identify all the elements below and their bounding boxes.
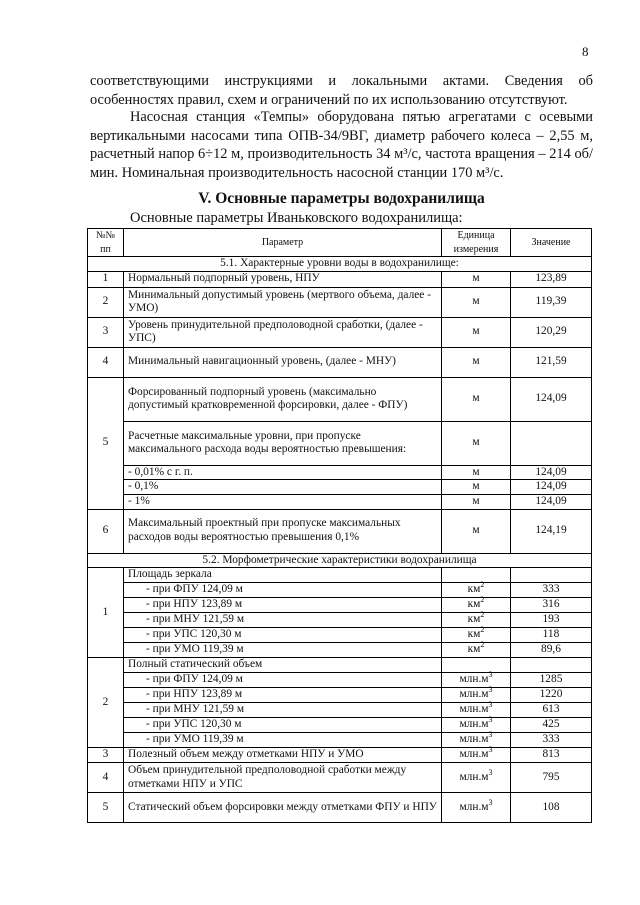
section-title: V. Основные параметры водохранилища	[198, 190, 485, 207]
section-heading: 5.1. Характерные уровни воды в водохранилище:	[88, 257, 592, 272]
section-heading: 5.2. Морфометрические характеристики водохранилища	[88, 553, 592, 568]
row-unit: $км^2$	[442, 643, 511, 658]
table-row	[88, 377, 592, 421]
row-parameter: - при НПУ 123,89 м	[124, 688, 442, 703]
table-row	[88, 509, 592, 553]
row-number: 1	[88, 568, 124, 658]
row-value	[511, 421, 592, 465]
row-unit: $млн.м^3$	[442, 733, 511, 748]
table-row	[88, 317, 592, 347]
row-unit: м	[442, 465, 511, 480]
table-row	[88, 598, 592, 613]
table-row	[88, 643, 592, 658]
table-row	[88, 763, 592, 793]
parameters-table	[87, 228, 592, 823]
row-parameter: - 0,1%	[124, 480, 442, 495]
row-parameter: - при МНУ 121,59 м	[124, 703, 442, 718]
row-value: 813	[511, 748, 592, 763]
row-value: 124,09	[511, 480, 592, 495]
row-number: 6	[88, 509, 124, 553]
row-value: 124,19	[511, 509, 592, 553]
row-parameter: Уровень принудительной предполоводной сработки, (далее - УПС)	[124, 317, 442, 347]
row-unit	[442, 658, 511, 673]
row-unit: $км^2$	[442, 613, 511, 628]
table-row	[88, 793, 592, 823]
row-unit: $км^2$	[442, 583, 511, 598]
row-value: 108	[511, 793, 592, 823]
table-caption: Основные параметры Иваньковского водохранилища:	[130, 210, 463, 226]
row-value: 613	[511, 703, 592, 718]
row-value: 121,59	[511, 347, 592, 377]
row-value: 333	[511, 733, 592, 748]
row-parameter: Расчетные максимальные уровни, при пропуске максимального расхода воды вероятностью превышения:	[124, 421, 442, 465]
row-number: 1	[88, 271, 124, 287]
row-value: 118	[511, 628, 592, 643]
row-unit: $млн.м^3$	[442, 793, 511, 823]
row-value: 119,39	[511, 287, 592, 317]
row-value: 124,09	[511, 377, 592, 421]
row-value: 124,09	[511, 494, 592, 509]
row-parameter: Минимальный допустимый уровень (мертвого объема, далее - УМО)	[124, 287, 442, 317]
table-row	[88, 583, 592, 598]
table-row	[88, 748, 592, 763]
row-unit: $млн.м^3$	[442, 673, 511, 688]
table-row	[88, 271, 592, 287]
row-value: 795	[511, 763, 592, 793]
table-row	[88, 703, 592, 718]
table-row	[88, 658, 592, 673]
table-row	[88, 568, 592, 583]
header-unit: Единица измерения	[442, 229, 511, 257]
row-parameter: - 1%	[124, 494, 442, 509]
row-value	[511, 568, 592, 583]
row-unit: м	[442, 271, 511, 287]
row-parameter: - при МНУ 121,59 м	[124, 613, 442, 628]
row-unit	[442, 568, 511, 583]
row-parameter: - при УПС 120,30 м	[124, 628, 442, 643]
row-unit: $млн.м^3$	[442, 718, 511, 733]
row-unit: м	[442, 494, 511, 509]
row-number: 2	[88, 658, 124, 748]
row-value	[511, 658, 592, 673]
row-number: 3	[88, 317, 124, 347]
table-row	[88, 613, 592, 628]
row-unit: м	[442, 421, 511, 465]
row-unit: $млн.м^3$	[442, 748, 511, 763]
row-value: 120,29	[511, 317, 592, 347]
row-number: 4	[88, 763, 124, 793]
row-unit: $млн.м^3$	[442, 763, 511, 793]
row-parameter: - при НПУ 123,89 м	[124, 598, 442, 613]
row-parameter: Нормальный подпорный уровень, НПУ	[124, 271, 442, 287]
row-parameter: Полезный объем между отметками НПУ и УМО	[124, 748, 442, 763]
row-number: 4	[88, 347, 124, 377]
row-unit: $млн.м^3$	[442, 688, 511, 703]
row-number: 2	[88, 287, 124, 317]
row-value: 316	[511, 598, 592, 613]
row-parameter: Максимальный проектный при пропуске максимальных расходов воды вероятностью превышения 0,1%	[124, 509, 442, 553]
section-row	[88, 257, 592, 272]
section-row	[88, 553, 592, 568]
row-number: 3	[88, 748, 124, 763]
header-number: №№ пп	[88, 229, 124, 257]
row-unit: м	[442, 287, 511, 317]
intro-paragraph: соответствующими инструкциями и локальными актами. Сведения об особенностях правил, схем и ограничений по их использованию отсутствуют.	[90, 73, 593, 108]
table-row	[88, 421, 592, 465]
table-row	[88, 287, 592, 317]
row-value: 123,89	[511, 271, 592, 287]
row-unit: м	[442, 347, 511, 377]
row-parameter: Объем принудительной предполоводной сработки между отметками НПУ и УПС	[124, 763, 442, 793]
row-unit: $млн.м^3$	[442, 703, 511, 718]
row-parameter: Статический объем форсировки между отметками ФПУ и НПУ	[124, 793, 442, 823]
row-value: 89,6	[511, 643, 592, 658]
row-value: 193	[511, 613, 592, 628]
row-unit: м	[442, 480, 511, 495]
table-row	[88, 465, 592, 480]
row-value: 1220	[511, 688, 592, 703]
table-row	[88, 673, 592, 688]
row-value: 333	[511, 583, 592, 598]
row-parameter: - при ФПУ 124,09 м	[124, 673, 442, 688]
row-parameter: Полный статический объем	[124, 658, 442, 673]
row-value: 124,09	[511, 465, 592, 480]
row-unit: м	[442, 377, 511, 421]
row-unit: м	[442, 317, 511, 347]
table-header-row	[88, 229, 592, 257]
row-value: 425	[511, 718, 592, 733]
row-parameter: - при УПС 120,30 м	[124, 718, 442, 733]
table-row	[88, 688, 592, 703]
page-number: 8	[582, 44, 589, 59]
row-value: 1285	[511, 673, 592, 688]
header-parameter: Параметр	[124, 229, 442, 257]
row-parameter: - при УМО 119,39 м	[124, 733, 442, 748]
row-parameter: Форсированный подпорный уровень (максимально допустимый кратковременной форсировки, далее - ФПУ)	[124, 377, 442, 421]
row-parameter: - 0,01% с г. п.	[124, 465, 442, 480]
row-unit: м	[442, 509, 511, 553]
table-row	[88, 628, 592, 643]
row-unit: $км^2$	[442, 628, 511, 643]
row-number: 5	[88, 793, 124, 823]
row-parameter: Минимальный навигационный уровень, (далее - МНУ)	[124, 347, 442, 377]
table-row	[88, 347, 592, 377]
table-row	[88, 480, 592, 495]
table-row	[88, 733, 592, 748]
row-number: 5	[88, 377, 124, 509]
row-parameter: Площадь зеркала	[124, 568, 442, 583]
table-row	[88, 718, 592, 733]
table-row	[88, 494, 592, 509]
row-parameter: - при УМО 119,39 м	[124, 643, 442, 658]
pump-station-paragraph: Насосная станция «Темпы» оборудована пятью агрегатами с осевыми вертикальными насосами типа ОПВ-34/9ВГ, диаметр рабочего колеса – 2,55 м, расчетный напор 6÷12 м, производительность 34 м³/с, частота вращения – 214 об/мин. Номинальная производительность насосной станции 170 м³/с.	[90, 109, 593, 181]
row-unit: $км^2$	[442, 598, 511, 613]
header-value: Значение	[511, 229, 592, 257]
row-parameter: - при ФПУ 124,09 м	[124, 583, 442, 598]
